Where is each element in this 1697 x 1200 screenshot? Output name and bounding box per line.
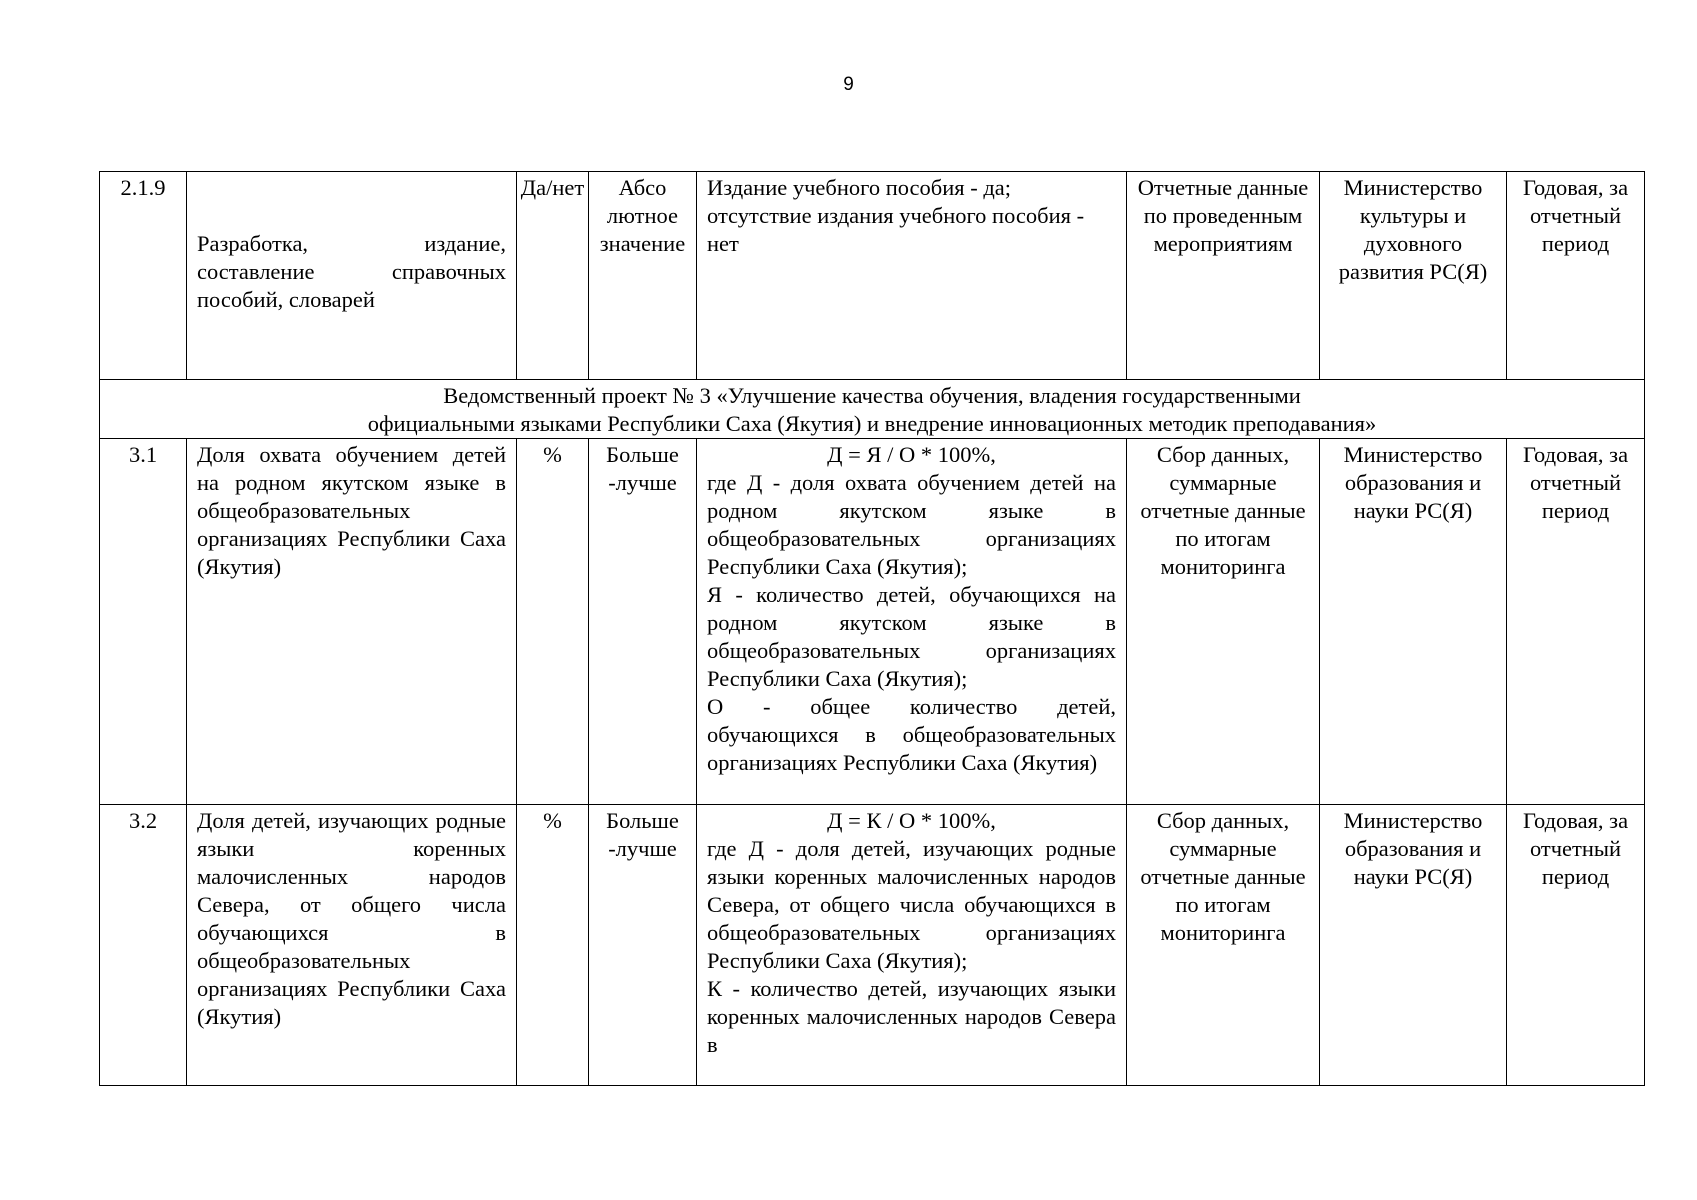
row-number: 3.2: [100, 805, 187, 1086]
formula-definition: Я - количество детей, обучающихся на родном якутском языке в общеобразовательных организациях Республики Саха (Якутия);: [707, 582, 1116, 691]
table-row-3-1: [100, 439, 1645, 805]
data-source: Сбор данных, суммарные отчетные данные по итогам мониторинга: [1127, 439, 1320, 805]
method-text: Издание учебного пособия - да;: [707, 175, 1012, 200]
formula: Д = Я / О * 100%,: [827, 442, 996, 467]
formula-definition: К - количество детей, изучающих языки коренных малочисленных народов Севера в: [707, 976, 1116, 1057]
indicator-type: Больше -лучше: [589, 805, 697, 1086]
page-number: 9: [843, 74, 854, 95]
cell-spacer: [197, 174, 506, 230]
unit-of-measure: %: [517, 439, 589, 805]
project-title-line: Ведомственный проект № 3 «Улучшение качества обучения, владения государственными: [443, 383, 1301, 408]
reporting-period: Годовая, за отчетный период: [1507, 172, 1645, 380]
formula-definition: О - общее количество детей, обучающихся в общеобразовательных организациях Республики Саха (Якутия): [707, 694, 1116, 775]
indicator-type: Больше -лучше: [589, 439, 697, 805]
row-number: 3.1: [100, 439, 187, 805]
responsible-body: Министерство культуры и духовного развития РС(Я): [1320, 172, 1507, 380]
reporting-period: Годовая, за отчетный период: [1507, 805, 1645, 1086]
table-row-3-2: [100, 805, 1645, 1086]
responsible-body: Министерство образования и науки РС(Я): [1320, 805, 1507, 1086]
method-text: отсутствие издания учебного пособия - нет: [707, 203, 1085, 256]
project-header-row: [100, 380, 1645, 439]
unit-of-measure: Да/нет: [517, 172, 589, 380]
calculation-method-cell: [697, 439, 1127, 805]
reporting-period: Годовая, за отчетный период: [1507, 439, 1645, 805]
project-title-cell: [100, 380, 1645, 439]
indicator-name: Разработка, издание, составление справочных пособий, словарей: [197, 231, 506, 312]
unit-of-measure: %: [517, 805, 589, 1086]
data-source: Сбор данных, суммарные отчетные данные по итогам мониторинга: [1127, 805, 1320, 1086]
indicator-name: Доля охвата обучением детей на родном якутском языке в общеобразовательных организациях Республики Саха (Якутия): [187, 439, 517, 805]
responsible-body: Министерство образования и науки РС(Я): [1320, 439, 1507, 805]
formula-definition: где Д - доля охвата обучением детей на родном якутском языке в общеобразовательных организациях Республики Саха (Якутия);: [707, 470, 1116, 579]
indicator-name: Доля детей, изучающих родные языки коренных малочисленных народов Севера, от общего числа обучающихся в общеобразовательных организациях Республики Саха (Якутия): [187, 805, 517, 1086]
indicators-table: [99, 171, 1645, 1086]
indicator-type: Абсо лютное значение: [589, 172, 697, 380]
indicator-name-cell: [187, 172, 517, 380]
row-number: 2.1.9: [100, 172, 187, 380]
table-row-2-1-9: [100, 172, 1645, 380]
formula: Д = К / О * 100%,: [827, 808, 996, 833]
project-title-line: официальными языками Республики Саха (Якутия) и внедрение инновационных методик преподавания»: [367, 411, 1377, 436]
calculation-method-cell: [697, 172, 1127, 380]
formula-definition: где Д - доля детей, изучающих родные языки коренных малочисленных народов Севера, от общего числа обучающихся в общеобразовательных организациях Республики Саха (Якутия);: [707, 836, 1116, 973]
data-source: Отчетные данные по проведенным мероприятиям: [1127, 172, 1320, 380]
calculation-method-cell: [697, 805, 1127, 1086]
